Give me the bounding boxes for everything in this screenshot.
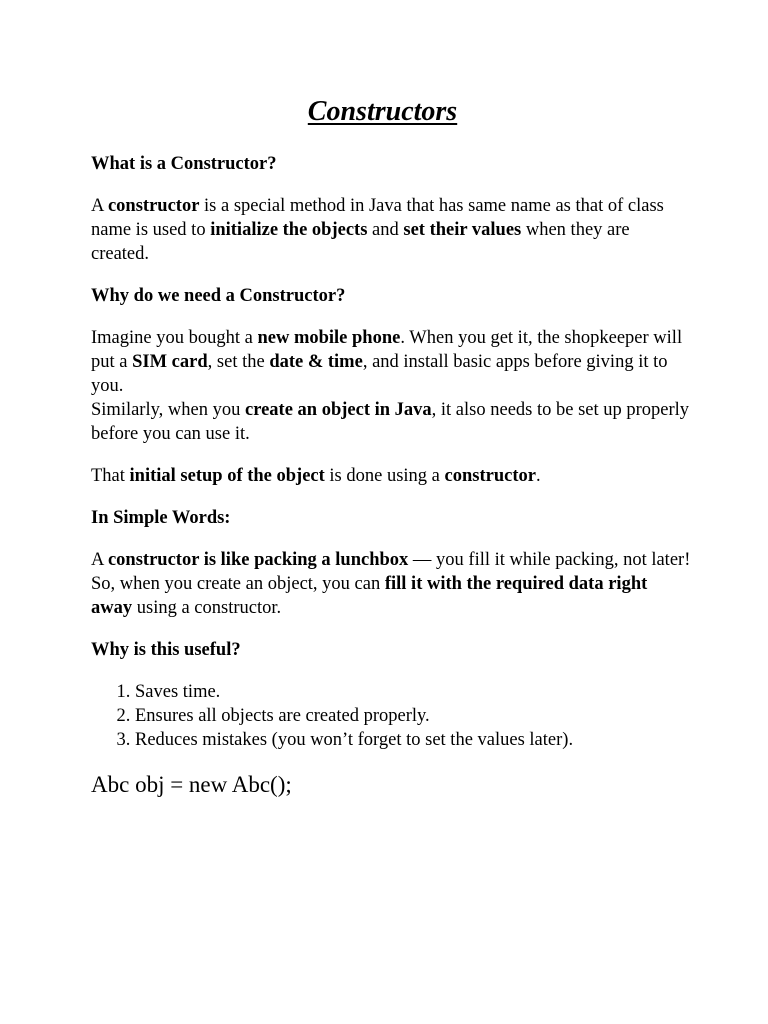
heading-why-need-constructor: Why do we need a Constructor? xyxy=(91,286,346,306)
paragraph-phone-analogy: Imagine you bought a new mobile phone. When you get it, the shopkeeper will put a SIM card, set the date & time, and install basic apps before giving it to you. xyxy=(91,328,683,396)
paragraph-initial-setup: That initial setup of the object is done using a constructor. xyxy=(91,466,541,486)
list-item: 1. Saves time. xyxy=(135,680,691,704)
paragraph-fill-data: So, when you create an object, you can fill it with the required data right away using a constructor. xyxy=(91,574,648,618)
heading-why-useful: Why is this useful? xyxy=(91,640,241,660)
page-title: Constructors xyxy=(307,96,458,127)
list-item: 3. Reduces mistakes (you won’t forget to set the values later). xyxy=(135,728,691,752)
benefits-list xyxy=(91,680,691,752)
document-page xyxy=(91,92,691,800)
paragraph-java-object-setup: Similarly, when you create an object in Java, it also needs to be set up properly before you can use it. xyxy=(91,400,690,444)
heading-simple-words: In Simple Words: xyxy=(91,508,231,528)
heading-what-is-constructor: What is a Constructor? xyxy=(91,154,277,174)
paragraph-lunchbox-analogy: A constructor is like packing a lunchbox — you fill it while packing, not later! xyxy=(91,550,691,570)
code-example: Abc obj = new Abc(); xyxy=(91,772,292,797)
paragraph-definition: A constructor is a special method in Java that has same name as that of class name is used to initialize the objects and set their values when they are created. xyxy=(91,196,664,264)
list-item: 2. Ensures all objects are created properly. xyxy=(135,704,691,728)
